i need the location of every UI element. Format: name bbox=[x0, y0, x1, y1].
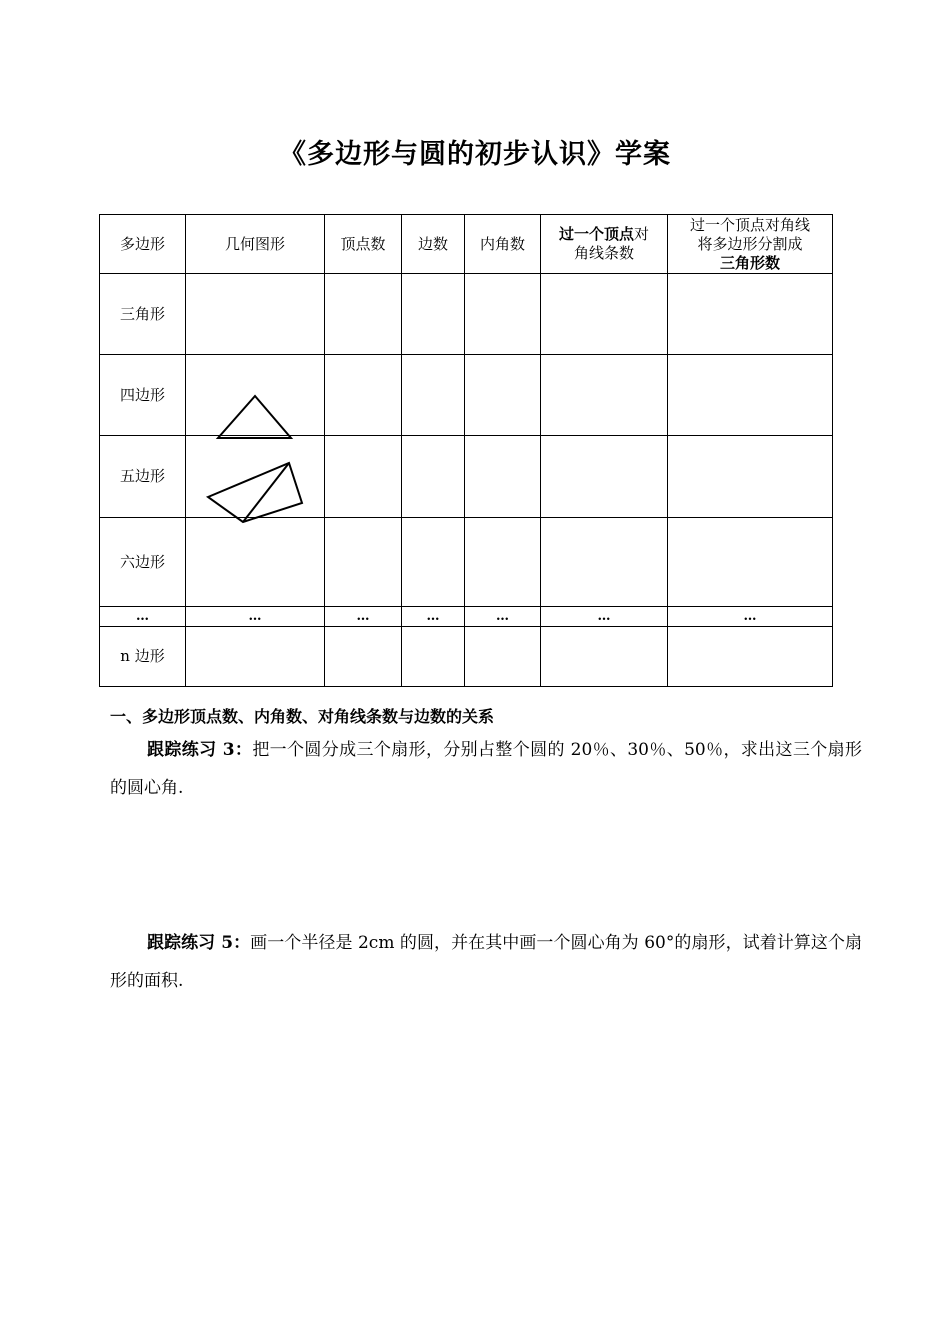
ellipsis-cell: … bbox=[402, 607, 465, 627]
exercise-5-text: 画一个半径是 2cm 的圆，并在其中画一个圆心角为 60°的扇形，试着计算这个扇形的面积. bbox=[110, 933, 862, 991]
ellipsis-cell: … bbox=[465, 607, 541, 627]
row-label: 五边形 bbox=[100, 436, 186, 518]
ellipsis-cell: … bbox=[541, 607, 668, 627]
exercise-5-label: 跟踪练习 5： bbox=[147, 933, 251, 953]
header-triangles-line1: 过一个顶点对角线 bbox=[689, 215, 810, 234]
exercise-3 bbox=[110, 731, 862, 807]
row-label: 四边形 bbox=[100, 355, 186, 436]
header-angles: 内角数 bbox=[465, 215, 541, 274]
header-diagonals-bold: 过一个顶点 bbox=[558, 225, 634, 243]
row-label: 三角形 bbox=[100, 274, 186, 355]
triangle-figure bbox=[218, 396, 291, 438]
header-triangles-line3: 三角形数 bbox=[719, 253, 780, 272]
row-label: 六边形 bbox=[100, 518, 186, 607]
exercise-3-label: 跟踪练习 3： bbox=[147, 740, 253, 760]
header-figure: 几何图形 bbox=[186, 215, 325, 274]
ellipsis-cell: … bbox=[186, 607, 325, 627]
section-heading: 一、多边形顶点数、内角数、对角线条数与边数的关系 bbox=[110, 707, 495, 726]
header-diagonals-part2: 角线条数 bbox=[573, 244, 634, 262]
header-diagonals-part1: 对 bbox=[634, 225, 650, 243]
header-sides: 边数 bbox=[402, 215, 465, 274]
exercise-5 bbox=[110, 924, 862, 1000]
split-quadrilateral-figure bbox=[208, 463, 302, 522]
header-vertices: 顶点数 bbox=[325, 215, 402, 274]
header-polygon: 多边形 bbox=[100, 215, 186, 274]
page-title: 《多边形与圆的初步认识》学案 bbox=[279, 139, 671, 170]
row-label: n 边形 bbox=[100, 627, 186, 687]
header-triangles-line2: 将多边形分割成 bbox=[697, 234, 803, 253]
ellipsis-cell: … bbox=[100, 607, 186, 627]
exercise-3-text: 把一个圆分成三个扇形，分别占整个圆的 20％、30％、50％，求出这三个扇形的圆心角. bbox=[110, 740, 862, 798]
ellipsis-cell: … bbox=[668, 607, 833, 627]
ellipsis-cell: … bbox=[325, 607, 402, 627]
